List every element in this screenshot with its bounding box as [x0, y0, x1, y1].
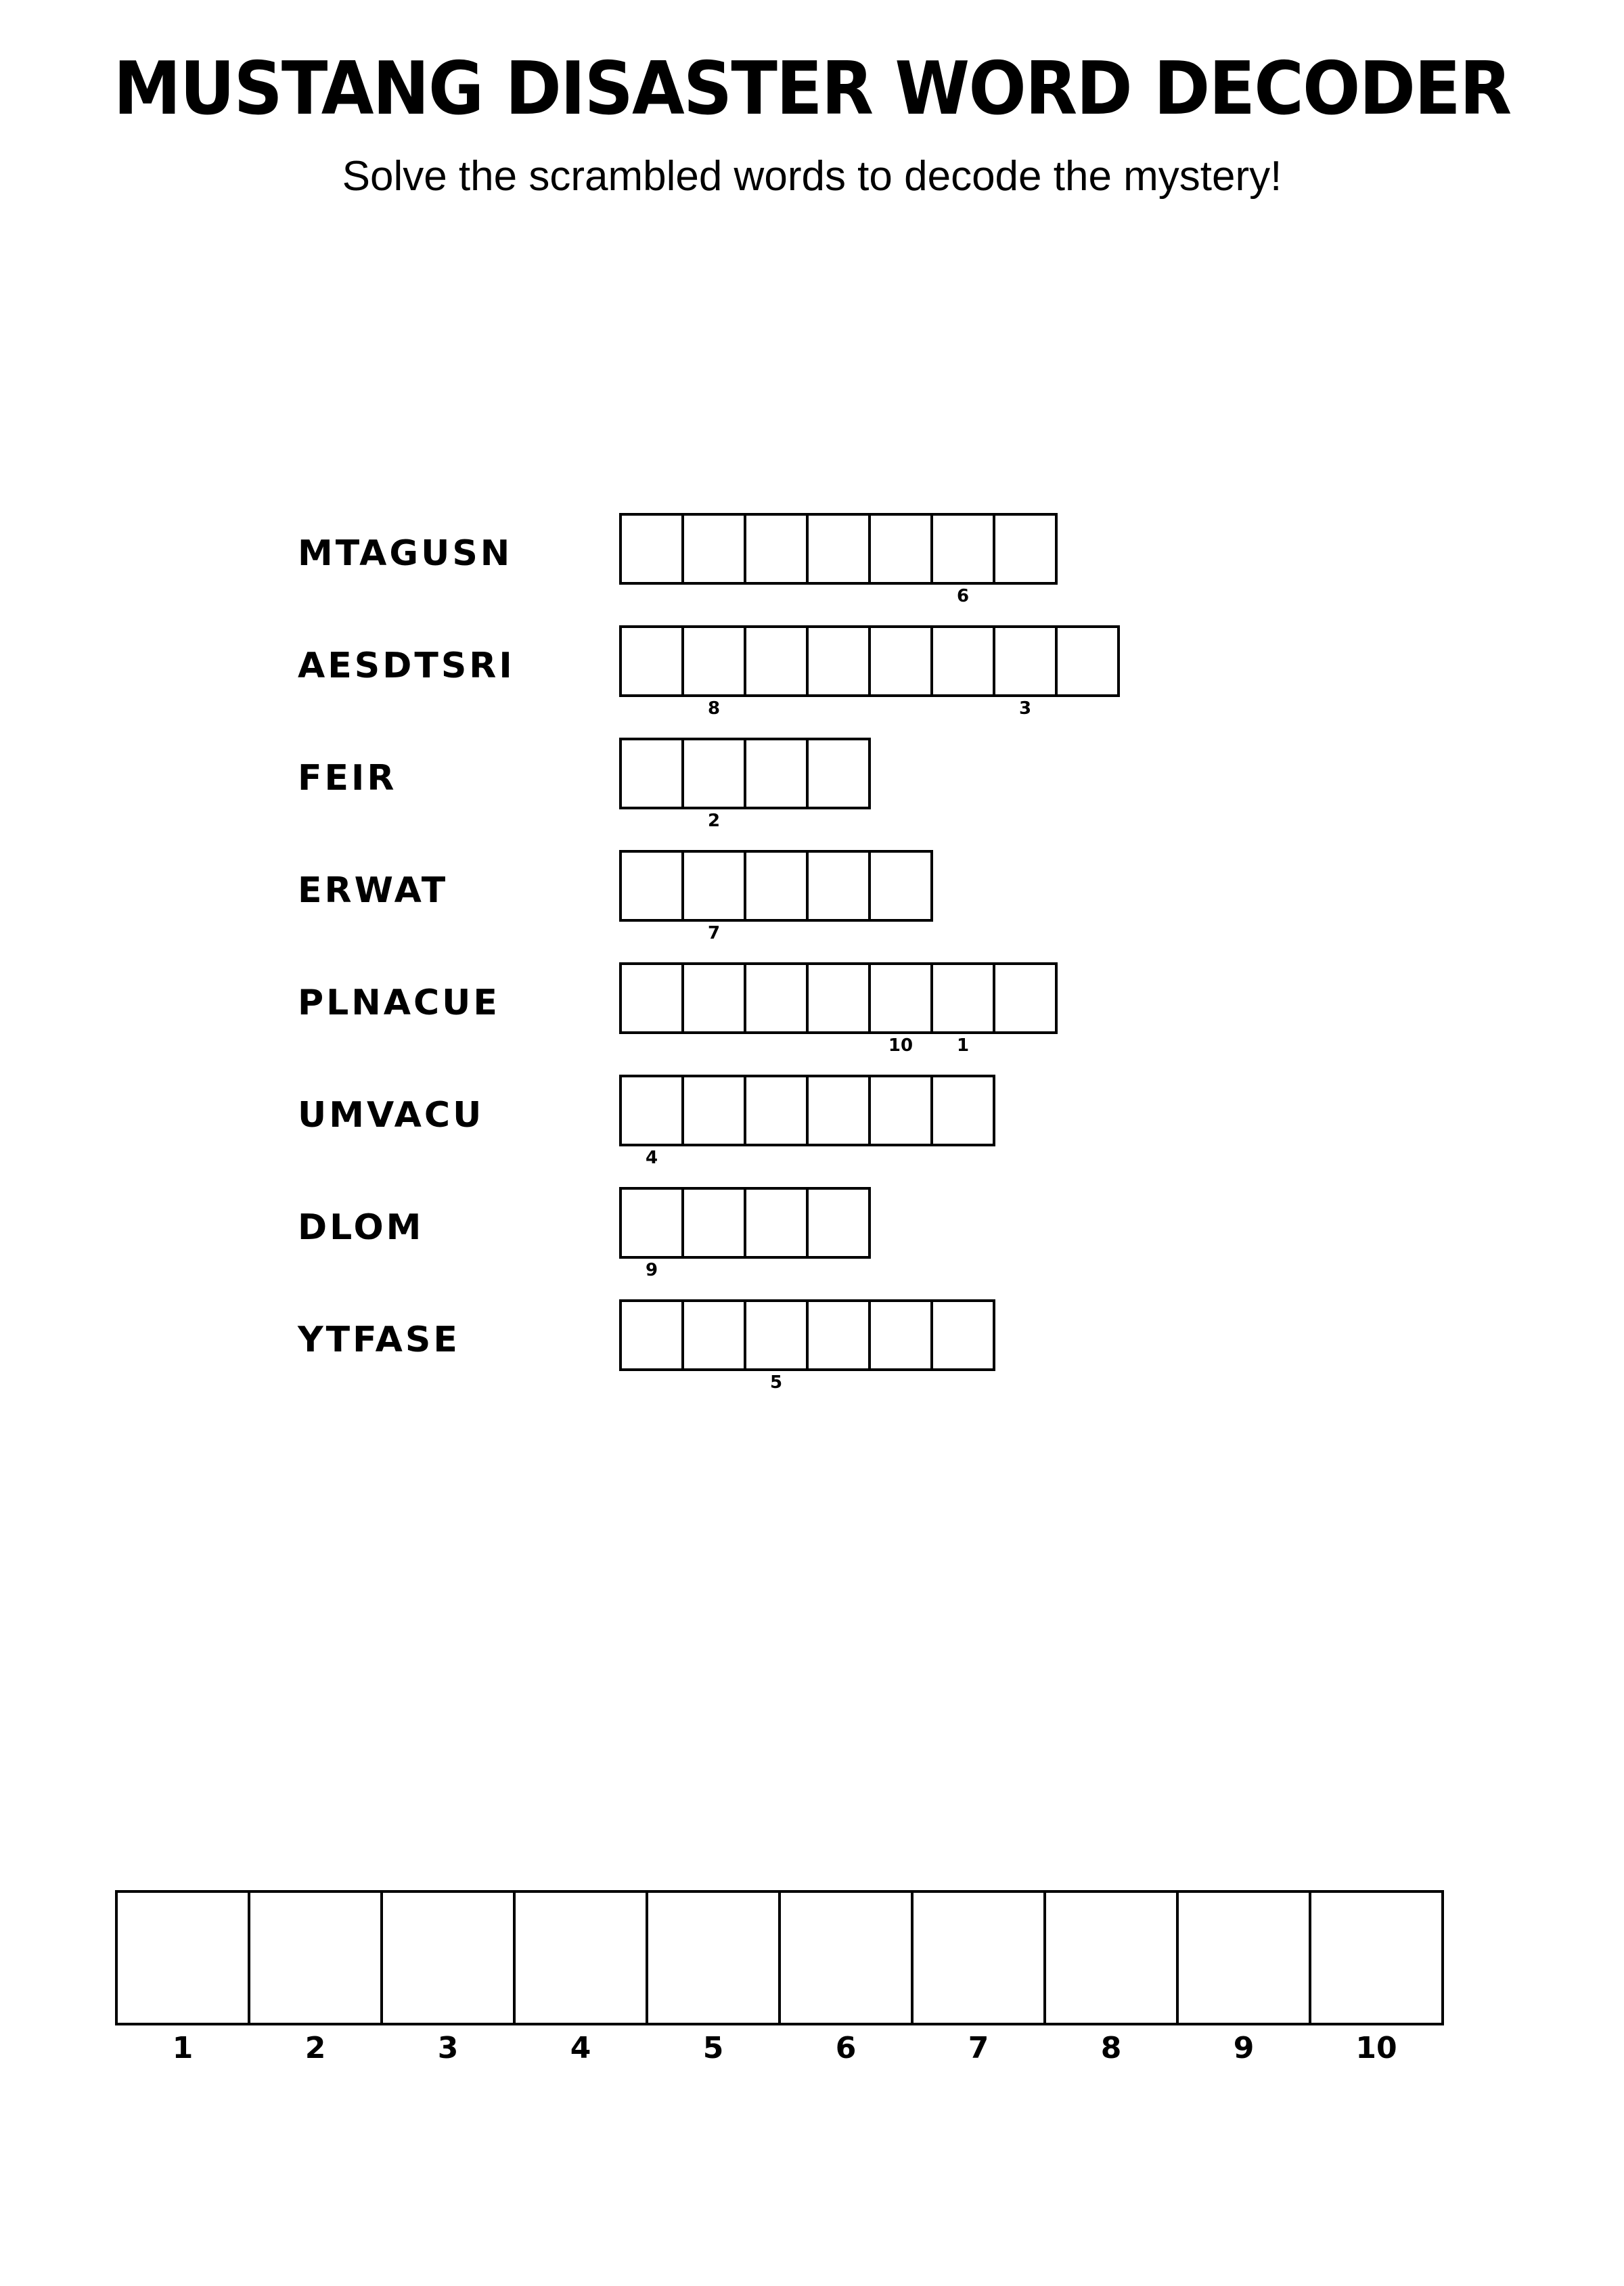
letter-cell[interactable] [744, 850, 809, 922]
letter-cell[interactable] [806, 1075, 871, 1146]
cell-number: 7 [707, 923, 721, 943]
letter-cell[interactable] [681, 513, 746, 585]
page-subtitle: Solve the scrambled words to decode the mystery! [342, 153, 1282, 200]
answer-cell-number: 2 [304, 2031, 326, 2065]
answer-cell[interactable] [1309, 1890, 1444, 2065]
answer-cell[interactable] [1043, 1890, 1179, 2065]
cell-number: 8 [707, 698, 721, 719]
letter-cell[interactable] [993, 625, 1058, 719]
answer-boxes [619, 1187, 868, 1280]
letter-cell[interactable] [930, 625, 995, 697]
letter-cell[interactable] [1055, 625, 1120, 697]
puzzle-row [0, 962, 1624, 1075]
letter-cell[interactable] [868, 513, 933, 585]
letter-cell[interactable] [744, 962, 809, 1034]
puzzle-row [0, 513, 1624, 625]
cell-number: 3 [1018, 698, 1032, 719]
cell-number: 2 [707, 811, 721, 831]
letter-cell[interactable] [930, 962, 995, 1056]
answer-cell[interactable] [248, 1890, 383, 2065]
letter-cell[interactable] [930, 1299, 995, 1371]
cell-number: 1 [956, 1035, 970, 1056]
letter-cell[interactable] [930, 513, 995, 606]
letter-cell[interactable] [868, 1075, 933, 1146]
scrambled-word-label: YTFASE [298, 1320, 460, 1360]
letter-cell[interactable] [619, 1187, 684, 1280]
puzzle-row [0, 1075, 1624, 1187]
letter-cell[interactable] [744, 738, 809, 809]
answer-cell-number: 4 [570, 2031, 591, 2065]
cell-number: 4 [645, 1148, 658, 1168]
answer-boxes [619, 625, 1117, 719]
answer-cell-number: 7 [968, 2031, 989, 2065]
scrambled-word-label: UMVACU [298, 1095, 484, 1136]
letter-cell[interactable] [681, 1299, 746, 1371]
answer-cell[interactable] [911, 1890, 1046, 2065]
scrambled-word-label: DLOM [298, 1207, 424, 1248]
scrambled-word-label: PLNACUE [298, 983, 500, 1023]
answer-boxes [619, 1299, 993, 1393]
answer-boxes [619, 513, 1055, 606]
letter-cell[interactable] [681, 1075, 746, 1146]
letter-cell[interactable] [993, 962, 1058, 1034]
answer-cell-number: 1 [172, 2031, 194, 2065]
worksheet-page [0, 47, 1624, 2286]
letter-cell[interactable] [806, 625, 871, 697]
letter-cell[interactable] [744, 625, 809, 697]
answer-cell-number: 8 [1100, 2031, 1122, 2065]
letter-cell[interactable] [868, 962, 933, 1056]
letter-cell[interactable] [868, 1299, 933, 1371]
answer-boxes [619, 850, 930, 943]
answer-cell[interactable] [646, 1890, 781, 2065]
puzzle-row [0, 1187, 1624, 1299]
answer-boxes [619, 738, 868, 831]
letter-cell[interactable] [681, 738, 746, 831]
puzzle-row [0, 850, 1624, 962]
answer-cell[interactable] [778, 1890, 914, 2065]
scrambled-word-label: ERWAT [298, 870, 449, 911]
letter-cell[interactable] [619, 962, 684, 1034]
letter-cell[interactable] [744, 1299, 809, 1393]
answer-cell[interactable] [1176, 1890, 1311, 2065]
letter-cell[interactable] [619, 1299, 684, 1371]
cell-number: 6 [956, 586, 970, 606]
letter-cell[interactable] [868, 850, 933, 922]
answer-cell-number: 5 [702, 2031, 724, 2065]
answer-boxes [619, 962, 1055, 1056]
scrambled-word-label: MTAGUSN [298, 533, 513, 574]
letter-cell[interactable] [681, 962, 746, 1034]
letter-cell[interactable] [619, 1075, 684, 1168]
puzzle-row [0, 738, 1624, 850]
letter-cell[interactable] [744, 513, 809, 585]
letter-cell[interactable] [806, 1187, 871, 1259]
letter-cell[interactable] [806, 513, 871, 585]
letter-cell[interactable] [619, 738, 684, 809]
letter-cell[interactable] [930, 1075, 995, 1146]
letter-cell[interactable] [744, 1187, 809, 1259]
answer-cell-number: 9 [1233, 2031, 1255, 2065]
puzzle-rows [0, 513, 1624, 1412]
answer-cell-number: 10 [1355, 2031, 1397, 2065]
answer-boxes [619, 1075, 993, 1168]
scrambled-word-label: AESDTSRI [298, 646, 515, 686]
page-title: MUSTANG DISASTER WORD DECODER [113, 47, 1511, 131]
answer-cell-number: 3 [437, 2031, 459, 2065]
puzzle-row [0, 1299, 1624, 1412]
letter-cell[interactable] [993, 513, 1058, 585]
letter-cell[interactable] [806, 850, 871, 922]
letter-cell[interactable] [619, 625, 684, 697]
answer-cell[interactable] [380, 1890, 516, 2065]
letter-cell[interactable] [681, 1187, 746, 1259]
cell-number: 10 [888, 1035, 914, 1056]
answer-strip [115, 1890, 1441, 2065]
letter-cell[interactable] [806, 1299, 871, 1371]
letter-cell[interactable] [744, 1075, 809, 1146]
letter-cell[interactable] [619, 513, 684, 585]
letter-cell[interactable] [806, 962, 871, 1034]
letter-cell[interactable] [868, 625, 933, 697]
letter-cell[interactable] [681, 850, 746, 943]
answer-cell[interactable] [115, 1890, 250, 2065]
answer-cell[interactable] [513, 1890, 648, 2065]
cell-number: 5 [769, 1372, 783, 1393]
letter-cell[interactable] [806, 738, 871, 809]
answer-cell-number: 6 [835, 2031, 857, 2065]
cell-number: 9 [645, 1260, 658, 1280]
puzzle-row [0, 625, 1624, 738]
letter-cell[interactable] [681, 625, 746, 719]
scrambled-word-label: FEIR [298, 758, 397, 799]
letter-cell[interactable] [619, 850, 684, 922]
